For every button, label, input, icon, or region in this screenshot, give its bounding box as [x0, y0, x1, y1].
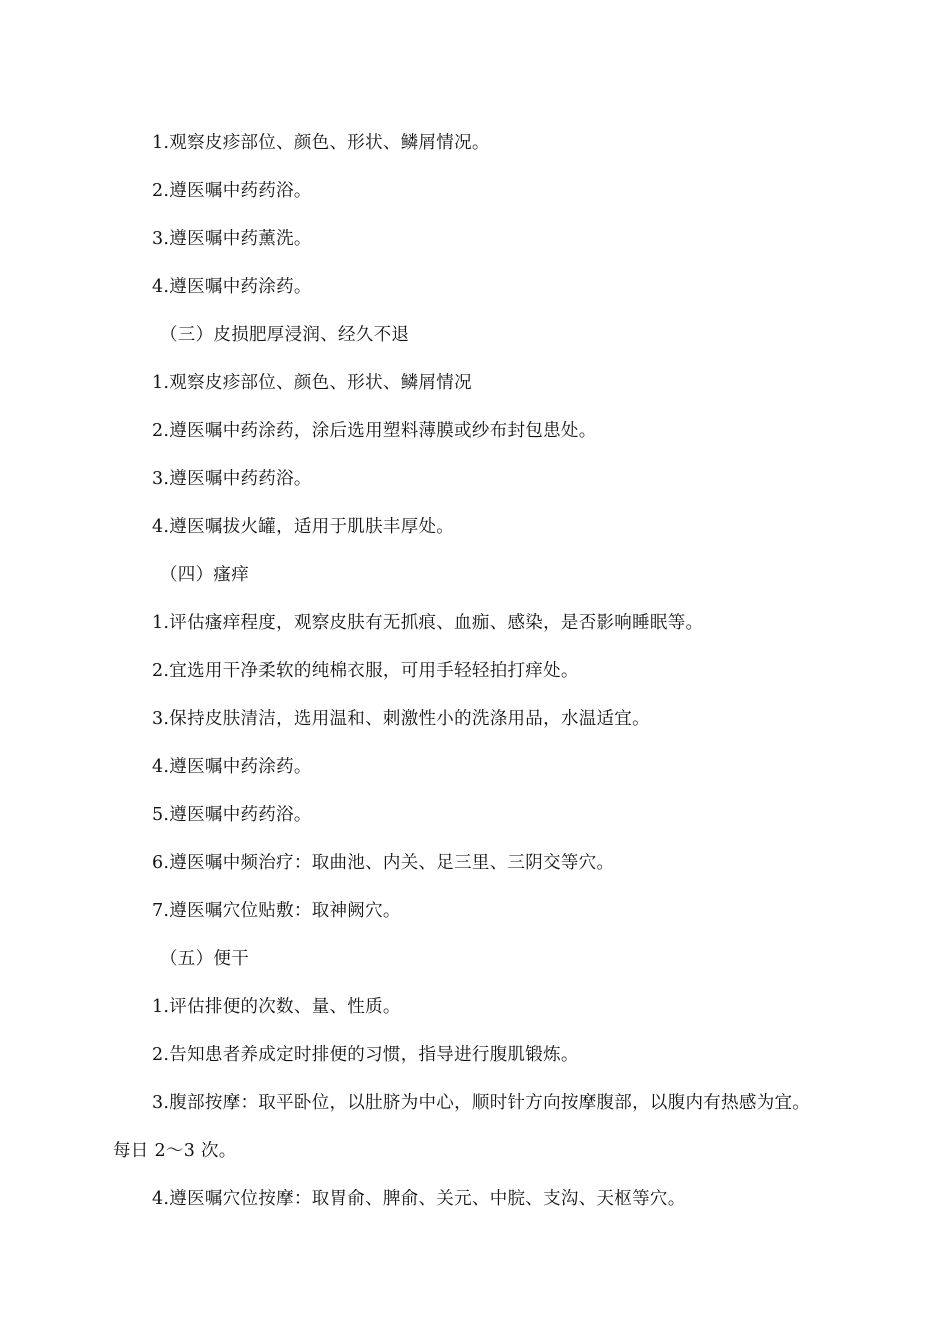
list-item: 3.腹部按摩：取平卧位，以肚脐为中心，顺时针方向按摩腹部，以腹内有热感为宜。: [152, 1093, 811, 1113]
list-item: 3.遵医嘱中药药浴。: [152, 469, 312, 489]
list-item: 1.评估瘙痒程度，观察皮肤有无抓痕、血痂、感染，是否影响睡眠等。: [152, 613, 704, 633]
list-item: 2.告知患者养成定时排便的习惯，指导进行腹肌锻炼。: [152, 1045, 579, 1065]
list-item: 1.观察皮疹部位、颜色、形状、鳞屑情况。: [152, 133, 490, 153]
list-item: 1.观察皮疹部位、颜色、形状、鳞屑情况: [152, 373, 472, 393]
list-item: 5.遵医嘱中药药浴。: [152, 805, 312, 825]
list-item: 1.评估排便的次数、量、性质。: [152, 997, 401, 1017]
list-item: 4.遵医嘱中药涂药。: [152, 757, 312, 777]
list-item: 7.遵医嘱穴位贴敷：取神阙穴。: [152, 901, 401, 921]
list-item-continuation: 每日 2～3 次。: [113, 1141, 237, 1161]
list-item: 2.遵医嘱中药药浴。: [152, 181, 312, 201]
list-item: 4.遵医嘱拔火罐，适用于肌肤丰厚处。: [152, 517, 455, 537]
list-item: 2.遵医嘱中药涂药，涂后选用塑料薄膜或纱布封包患处。: [152, 421, 597, 441]
list-item: 4.遵医嘱穴位按摩：取胃俞、脾俞、关元、中脘、支沟、天枢等穴。: [152, 1189, 686, 1209]
list-item: 3.保持皮肤清洁，选用温和、刺激性小的洗涤用品，水温适宜。: [152, 709, 650, 729]
list-item: 3.遵医嘱中药薰洗。: [152, 229, 312, 249]
section-heading: （五）便干: [160, 949, 249, 969]
section-heading: （四）瘙痒: [160, 565, 249, 585]
list-item: 4.遵医嘱中药涂药。: [152, 277, 312, 297]
list-item: 2.宜选用干净柔软的纯棉衣服，可用手轻轻拍打痒处。: [152, 661, 579, 681]
list-item: 6.遵医嘱中频治疗：取曲池、内关、足三里、三阴交等穴。: [152, 853, 615, 873]
section-heading: （三）皮损肥厚浸润、经久不退: [160, 325, 410, 345]
